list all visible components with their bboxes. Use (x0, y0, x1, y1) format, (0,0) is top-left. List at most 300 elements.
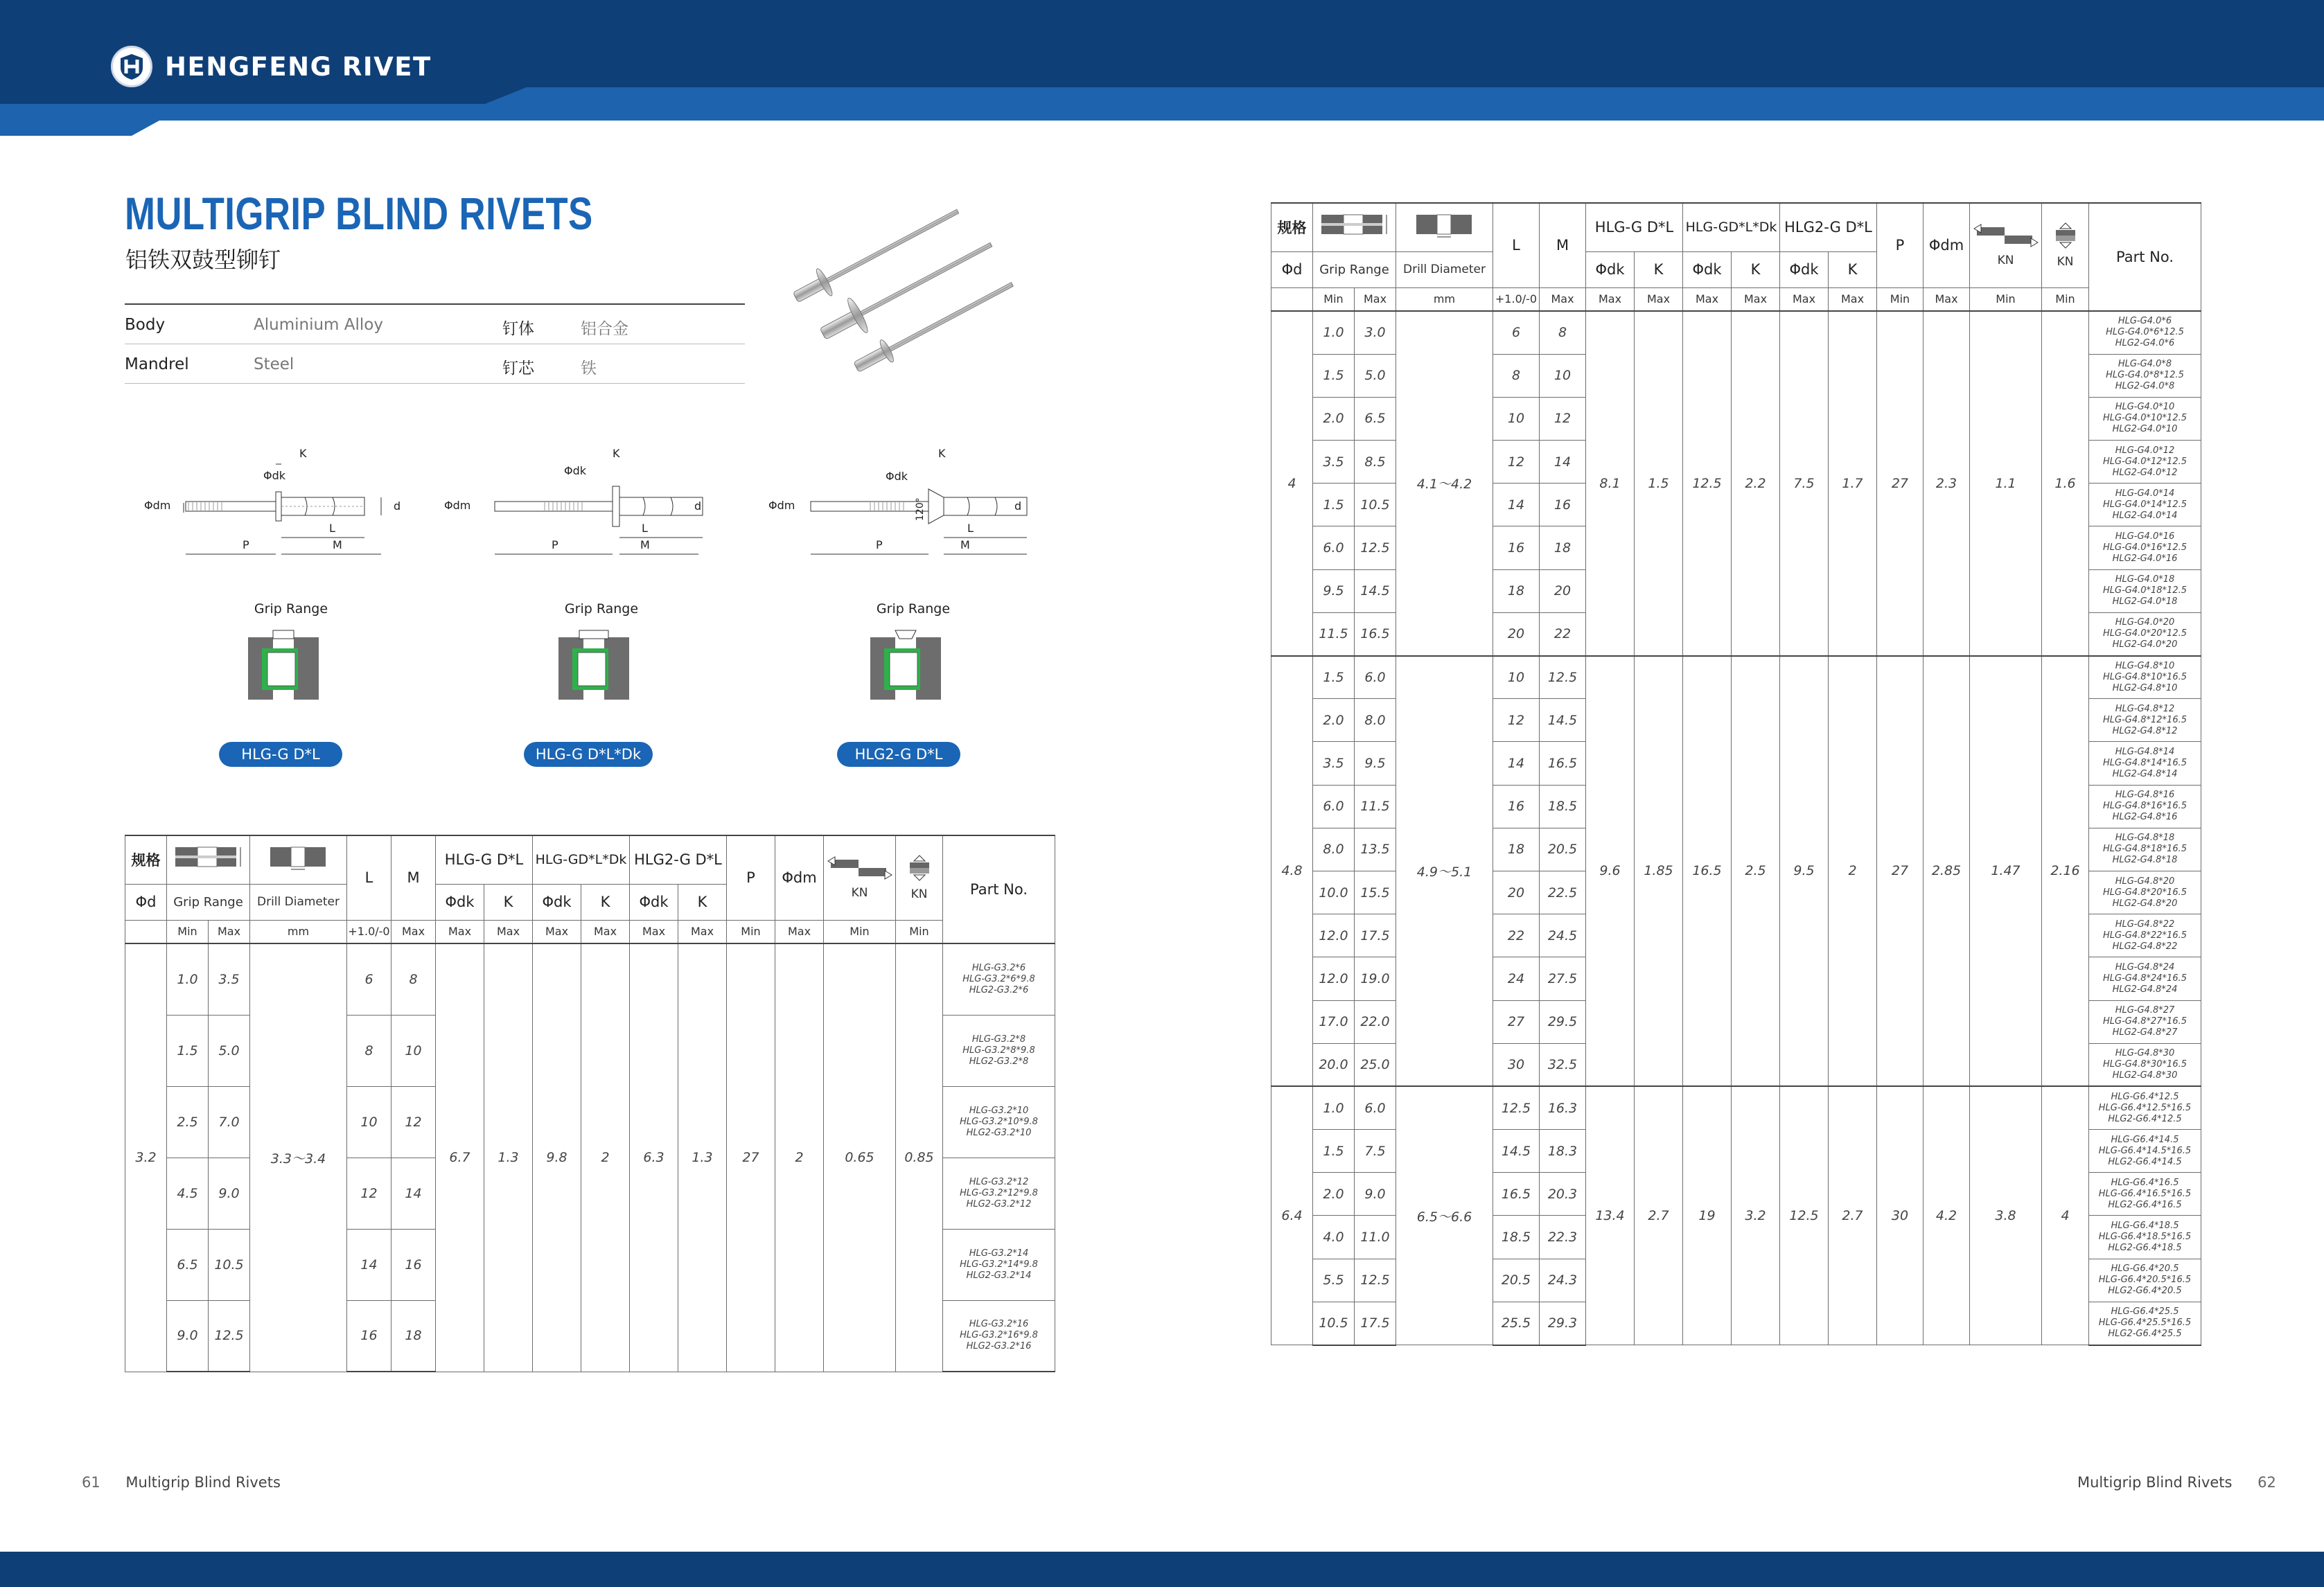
type-pill[interactable]: HLG-G D*L (219, 742, 342, 767)
dk-label: Φdk (263, 469, 286, 482)
diameter-cell: 3.2 (125, 943, 167, 1372)
page-number: 62 (2257, 1474, 2276, 1491)
length-cell: 14 (347, 1229, 391, 1300)
grip-min-cell: 6.5 (167, 1229, 209, 1300)
grip-max-cell: 14.5 (1355, 569, 1396, 612)
part-no-cell (2089, 311, 2201, 354)
m-cell: 27.5 (1540, 957, 1586, 1000)
grip-max-cell: 17.5 (1355, 914, 1396, 957)
max-header: Max (678, 920, 727, 943)
blank-cell (125, 920, 167, 943)
max-header: Max (1683, 287, 1732, 311)
grip-min-cell: 17.0 (1313, 1000, 1355, 1043)
min-header: Min (167, 920, 209, 943)
drill-diameter-caption: Drill Diameter (250, 884, 347, 920)
spec-cell: 2.2 (1732, 311, 1780, 656)
p-label: P (876, 538, 883, 551)
grip-min-cell: 20.0 (1313, 1043, 1355, 1086)
grip-range-icon (174, 844, 243, 872)
grip-range-label: Grip Range (876, 601, 951, 617)
part-no: HLG-G4.0*8 (2118, 359, 2172, 370)
part-no: HLG2-G3.2*10 (966, 1127, 1032, 1138)
diameter-cell: 4 (1271, 311, 1313, 656)
part-no-cell (2089, 914, 2201, 957)
mm-header: mm (250, 920, 347, 943)
dk-header: Φdk (630, 884, 678, 920)
material-label-cn: 钉体 (502, 320, 534, 338)
part-no: HLG-G6.4*16.5*16.5 (2098, 1188, 2192, 1199)
part-no: HLG-G4.0*20*12.5 (2102, 628, 2187, 639)
part-no: HLG-G4.8*10*16.5 (2102, 671, 2187, 682)
diameter-cell: 6.4 (1271, 1086, 1313, 1345)
length-cell: 12 (1493, 441, 1540, 484)
dm-label: Φdm (768, 499, 795, 512)
footer-right (2077, 1474, 2276, 1491)
part-no: HLG-G3.2*12*9.8 (960, 1187, 1038, 1198)
spec-cell: 2.85 (1924, 656, 1970, 1087)
brand-logo[interactable] (111, 46, 432, 87)
dm-header: Φdm (1924, 203, 1970, 287)
header-row (125, 835, 1055, 884)
part-no: HLG2-G4.8*18 (2112, 855, 2178, 866)
spec-cell: 13.4 (1586, 1086, 1635, 1345)
m-cell: 16 (391, 1229, 436, 1300)
material-label: Mandrel (125, 355, 189, 373)
part-no: HLG-G4.8*18 (2115, 833, 2175, 844)
spec-cell: 1.3 (678, 943, 727, 1372)
m-cell: 18.3 (1540, 1130, 1586, 1173)
grip-max-cell: 10.5 (209, 1229, 250, 1300)
part-no: HLG-G6.4*12.5*16.5 (2098, 1102, 2192, 1113)
spec-cn-header: 规格 (125, 835, 167, 884)
p-label: P (552, 538, 558, 551)
length-cell: 18 (1493, 828, 1540, 871)
grip-min-cell: 1.0 (167, 943, 209, 1015)
max-header: Max (1780, 287, 1829, 311)
length-cell: 20 (1493, 612, 1540, 655)
max-header: Max (581, 920, 630, 943)
min-header: Min (2042, 287, 2089, 311)
grip-max-cell: 5.0 (209, 1015, 250, 1086)
grip-min-cell: 5.5 (1313, 1259, 1355, 1302)
length-cell: 6 (1493, 311, 1540, 354)
table-row (125, 943, 1055, 1015)
dk-header: Φdk (1780, 251, 1829, 287)
part-no: HLG2-G3.2*16 (966, 1341, 1032, 1352)
part-no: HLG2-G6.4*18.5 (2108, 1243, 2182, 1254)
part-no: HLG2-G6.4*14.5 (2108, 1156, 2182, 1167)
angle-label: 120° (915, 497, 926, 521)
part-no: HLG-G3.2*6 (971, 962, 1026, 973)
min-header: Min (1313, 287, 1355, 311)
grip-max-cell: 12.5 (209, 1300, 250, 1372)
m-cell: 29.3 (1540, 1302, 1586, 1345)
max-header: Max (391, 920, 436, 943)
grip-min-cell: 2.0 (1313, 397, 1355, 440)
max-header: Max (484, 920, 533, 943)
part-no-cell (2089, 397, 2201, 440)
grip-range-caption: Grip Range (1313, 251, 1396, 287)
spec-cell: 9.5 (1780, 656, 1829, 1087)
part-no-cell (2089, 1216, 2201, 1259)
part-no: HLG-G4.8*18*16.5 (2102, 844, 2187, 855)
rivet-diagram-1 (132, 443, 423, 571)
grip-section-icon (863, 623, 947, 716)
length-cell: 16.5 (1493, 1173, 1540, 1216)
brand-name: HENGFENG RIVET (165, 51, 432, 82)
m-cell: 10 (391, 1015, 436, 1086)
material-row (125, 305, 745, 344)
part-no-cell (2089, 828, 2201, 871)
part-no: HLG-G6.4*14.5*16.5 (2098, 1145, 2192, 1156)
k-label: K (299, 447, 307, 460)
spec-cell: 2.7 (1635, 1086, 1683, 1345)
m-cell: 20.3 (1540, 1173, 1586, 1216)
spec-cell: 2 (581, 943, 630, 1372)
part-no-cell (943, 1229, 1055, 1300)
part-no: HLG2-G6.4*20.5 (2108, 1286, 2182, 1297)
part-no-cell (943, 1300, 1055, 1372)
dm-header: Φdm (775, 835, 824, 920)
m-cell: 16.3 (1540, 1086, 1586, 1129)
material-label: Body (125, 316, 166, 334)
p-header: P (1877, 203, 1924, 287)
length-cell: 18 (1493, 569, 1540, 612)
k-header: K (581, 884, 630, 920)
m-label: M (960, 538, 970, 551)
p-header: P (727, 835, 775, 920)
dk-header: Φdk (533, 884, 581, 920)
max-header: Max (630, 920, 678, 943)
table-row (1271, 311, 2201, 354)
m-cell: 18.5 (1540, 785, 1586, 828)
table-row (1271, 1086, 2201, 1129)
dk-label: Φdk (564, 464, 587, 477)
spec-cell: 27 (1877, 311, 1924, 656)
part-no: HLG2-G4.0*6 (2115, 338, 2175, 349)
length-cell: 24 (1493, 957, 1540, 1000)
drill-diameter-icon (267, 844, 330, 872)
part-no-cell (2089, 1173, 2201, 1216)
part-no: HLG2-G3.2*12 (966, 1198, 1032, 1209)
spec-cell: 7.5 (1780, 311, 1829, 656)
part-no: HLG-G4.0*20 (2115, 617, 2175, 628)
part-no: HLG2-G4.0*20 (2112, 639, 2178, 650)
grip-max-cell: 9.0 (1355, 1173, 1396, 1216)
grip-max-cell: 11.0 (1355, 1216, 1396, 1259)
length-cell: 30 (1493, 1043, 1540, 1086)
m-cell: 18 (1540, 526, 1586, 569)
diameter-cell: 4.8 (1271, 656, 1313, 1087)
part-no-cell (2089, 1130, 2201, 1173)
part-no: HLG-G3.2*16*9.8 (960, 1330, 1038, 1341)
grip-min-cell: 1.5 (1313, 1130, 1355, 1173)
header-row (125, 920, 1055, 943)
footer-title: Multigrip Blind Rivets (2077, 1474, 2233, 1491)
spec-cell: 2 (775, 943, 824, 1372)
max-header: Max (209, 920, 250, 943)
type-2-header: HLG-GD*L*Dk (1683, 203, 1780, 251)
material-value: Aluminium Alloy (254, 316, 383, 334)
part-no: HLG2-G4.8*22 (2112, 941, 2178, 952)
type-2-header: HLG-GD*L*Dk (533, 835, 630, 884)
part-no: HLG-G4.0*6 (2118, 316, 2172, 327)
m-cell: 8 (391, 943, 436, 1015)
grip-max-cell: 6.5 (1355, 397, 1396, 440)
spec-cell: 4.2 (1924, 1086, 1970, 1345)
type-pill[interactable]: HLG2-G D*L (837, 742, 960, 767)
grip-min-cell: 4.0 (1313, 1216, 1355, 1259)
part-no-cell (2089, 871, 2201, 914)
part-no: HLG-G4.8*22 (2115, 919, 2175, 930)
drill-cell: 6.5～6.6 (1396, 1086, 1493, 1345)
shear-strength-icon (827, 855, 893, 880)
m-cell: 18 (391, 1300, 436, 1372)
footer-left (82, 1474, 281, 1491)
m-cell: 16.5 (1540, 742, 1586, 785)
grip-range-caption: Grip Range (167, 884, 250, 920)
part-no-cell (2089, 785, 2201, 828)
type-pill[interactable]: HLG-G D*L*Dk (524, 742, 653, 767)
phid-header: Φd (1271, 251, 1313, 287)
part-no: HLG2-G4.8*16 (2112, 812, 2178, 823)
tolerance-header: +1.0/-0 (347, 920, 391, 943)
k-label: K (613, 447, 620, 460)
spec-cell: 3.2 (1732, 1086, 1780, 1345)
part-no-cell (2089, 441, 2201, 484)
part-no: HLG2-G4.0*12 (2112, 467, 2178, 478)
rivet-diagram-3 (766, 443, 1057, 571)
grip-max-cell: 7.5 (1355, 1130, 1396, 1173)
max-header: Max (436, 920, 484, 943)
part-no: HLG-G3.2*10 (969, 1105, 1029, 1116)
k-header: K (678, 884, 727, 920)
l-label: L (967, 522, 974, 535)
spec-cell: 12.5 (1780, 1086, 1829, 1345)
part-no: HLG2-G3.2*6 (969, 984, 1029, 995)
shear-header-label: KN (851, 886, 868, 901)
grip-max-cell: 12.5 (1355, 526, 1396, 569)
drill-diameter-header (250, 835, 347, 884)
part-no: HLG-G4.8*12*16.5 (2102, 714, 2187, 725)
grip-max-cell: 6.0 (1355, 1086, 1396, 1129)
grip-range-label: Grip Range (254, 601, 328, 617)
grip-min-cell: 8.0 (1313, 828, 1355, 871)
part-no: HLG-G4.0*12*12.5 (2102, 456, 2187, 467)
drill-diameter-icon (1414, 212, 1476, 240)
part-no-cell (2089, 1302, 2201, 1345)
part-no: HLG2-G4.8*14 (2112, 768, 2178, 779)
grip-min-cell: 2.0 (1313, 699, 1355, 742)
grip-max-cell: 8.0 (1355, 699, 1396, 742)
part-no-cell (2089, 612, 2201, 655)
part-no: HLG2-G4.0*8 (2115, 381, 2175, 392)
part-no: HLG-G4.0*16 (2115, 531, 2175, 542)
tensile-header-label: KN (910, 887, 928, 902)
m-header: M (391, 835, 436, 920)
page-title: MULTIGRIP BLIND RIVETS (125, 188, 593, 239)
grip-min-cell: 4.5 (167, 1158, 209, 1229)
length-cell: 12.5 (1493, 1086, 1540, 1129)
grip-max-cell: 17.5 (1355, 1302, 1396, 1345)
grip-min-cell: 2.0 (1313, 1173, 1355, 1216)
min-header: Min (1970, 287, 2042, 311)
m-cell: 14 (391, 1158, 436, 1229)
mm-header: mm (1396, 287, 1493, 311)
length-cell: 10 (1493, 656, 1540, 699)
material-value-cn: 铝合金 (581, 320, 628, 338)
spec-cn-header: 规格 (1271, 203, 1313, 251)
part-no-header: Part No. (943, 835, 1055, 943)
material-value-cn: 铁 (581, 360, 597, 378)
shear-strength-icon (1973, 223, 2039, 248)
length-cell: 14.5 (1493, 1130, 1540, 1173)
grip-max-cell: 15.5 (1355, 871, 1396, 914)
part-no: HLG2-G4.8*24 (2112, 984, 2178, 995)
part-no: HLG-G4.0*14*12.5 (2102, 499, 2187, 510)
part-no: HLG-G6.4*25.5*16.5 (2098, 1318, 2192, 1329)
tensile-strength-icon (904, 854, 935, 882)
drill-cell: 3.3～3.4 (250, 943, 347, 1372)
part-no: HLG-G4.8*27*16.5 (2102, 1016, 2187, 1027)
part-no: HLG-G4.8*24*16.5 (2102, 973, 2187, 984)
part-no: HLG-G4.0*12 (2115, 445, 2175, 456)
part-no: HLG-G3.2*10*9.8 (960, 1116, 1038, 1127)
type-1-header: HLG-G D*L (436, 835, 533, 884)
m-cell: 24.3 (1540, 1259, 1586, 1302)
grip-range-label: Grip Range (564, 601, 639, 617)
m-cell: 14 (1540, 441, 1586, 484)
grip-max-cell: 8.5 (1355, 441, 1396, 484)
spec-cell: 19 (1683, 1086, 1732, 1345)
part-no: HLG2-G4.0*14 (2112, 510, 2178, 521)
part-no: HLG-G4.8*20*16.5 (2102, 887, 2187, 898)
grip-section-icon (241, 623, 324, 716)
spec-cell: 9.6 (1586, 656, 1635, 1087)
k-header: K (484, 884, 533, 920)
grip-section-icon (552, 623, 635, 716)
part-no: HLG-G4.8*27 (2115, 1005, 2175, 1016)
grip-min-cell: 12.0 (1313, 914, 1355, 957)
max-header: Max (1732, 287, 1780, 311)
header-band (0, 0, 2324, 136)
part-no: HLG-G4.0*16*12.5 (2102, 542, 2187, 553)
m-cell: 20 (1540, 569, 1586, 612)
part-no: HLG-G3.2*14 (969, 1248, 1029, 1259)
length-cell: 22 (1493, 914, 1540, 957)
m-cell: 8 (1540, 311, 1586, 354)
grip-max-cell: 5.0 (1355, 354, 1396, 397)
part-no: HLG2-G6.4*12.5 (2108, 1113, 2182, 1124)
grip-min-cell: 1.0 (1313, 311, 1355, 354)
m-cell: 22.5 (1540, 871, 1586, 914)
grip-range-header (167, 835, 250, 884)
drill-diameter-caption: Drill Diameter (1396, 251, 1493, 287)
spec-cell: 16.5 (1683, 656, 1732, 1087)
part-no: HLG-G4.0*18 (2115, 574, 2175, 585)
part-no: HLG-G3.2*12 (969, 1176, 1029, 1187)
spec-cell: 3.8 (1970, 1086, 2042, 1345)
k-header: K (1732, 251, 1780, 287)
part-no: HLG2-G4.0*18 (2112, 596, 2178, 608)
spec-cell: 1.47 (1970, 656, 2042, 1087)
length-cell: 20 (1493, 871, 1540, 914)
part-no: HLG2-G4.8*10 (2112, 682, 2178, 693)
spec-cell: 30 (1877, 1086, 1924, 1345)
m-header: M (1540, 203, 1586, 287)
m-cell: 16 (1540, 484, 1586, 526)
part-no: HLG-G4.0*10 (2115, 402, 2175, 413)
tensile-strength-icon (2050, 222, 2081, 249)
part-no-cell (2089, 699, 2201, 742)
phid-header: Φd (125, 884, 167, 920)
grip-min-cell: 11.5 (1313, 612, 1355, 655)
min-header: Min (896, 920, 943, 943)
length-cell: 16 (1493, 526, 1540, 569)
m-cell: 10 (1540, 354, 1586, 397)
dk-header: Φdk (1586, 251, 1635, 287)
part-no: HLG-G4.8*22*16.5 (2102, 930, 2187, 941)
grip-min-cell: 3.5 (1313, 441, 1355, 484)
k-header: K (1635, 251, 1683, 287)
part-no: HLG-G3.2*8 (971, 1034, 1026, 1045)
grip-min-cell: 6.0 (1313, 526, 1355, 569)
tensile-header (2042, 203, 2089, 287)
part-no: HLG2-G3.2*14 (966, 1270, 1032, 1281)
length-cell: 16 (347, 1300, 391, 1372)
spec-cell: 2.3 (1924, 311, 1970, 656)
grip-range-header (1313, 203, 1396, 251)
part-no: HLG-G4.8*30 (2115, 1048, 2175, 1059)
part-no-cell (2089, 1259, 2201, 1302)
grip-max-cell: 16.5 (1355, 612, 1396, 655)
spec-cell: 1.6 (2042, 311, 2089, 656)
spec-cell: 8.1 (1586, 311, 1635, 656)
part-no: HLG-G4.0*14 (2115, 488, 2175, 499)
spec-cell: 27 (1877, 656, 1924, 1087)
length-cell: 10 (347, 1086, 391, 1158)
length-cell: 14 (1493, 484, 1540, 526)
part-no-cell (2089, 1043, 2201, 1086)
material-row (125, 344, 745, 384)
l-header: L (347, 835, 391, 920)
part-no: HLG2-G6.4*25.5 (2108, 1329, 2182, 1340)
part-no-cell (943, 943, 1055, 1015)
brand-mark-icon (111, 46, 152, 87)
part-no: HLG-G6.4*25.5 (2111, 1306, 2179, 1318)
grip-max-cell: 3.0 (1355, 311, 1396, 354)
dk-header: Φdk (1683, 251, 1732, 287)
header-row (1271, 203, 2201, 251)
spec-table-left (125, 835, 1055, 1372)
max-header: Max (1586, 287, 1635, 311)
m-cell: 12.5 (1540, 656, 1586, 699)
m-cell: 29.5 (1540, 1000, 1586, 1043)
m-cell: 12 (1540, 397, 1586, 440)
part-no: HLG-G6.4*12.5 (2111, 1091, 2179, 1102)
grip-min-cell: 1.5 (1313, 484, 1355, 526)
part-no-cell (2089, 957, 2201, 1000)
part-no: HLG-G4.8*10 (2115, 660, 2175, 671)
rivet-diagram-2 (441, 443, 732, 571)
part-no: HLG-G6.4*20.5 (2111, 1264, 2179, 1275)
max-header: Max (1635, 287, 1683, 311)
dk-label: Φdk (886, 470, 908, 483)
part-no-cell (2089, 1086, 2201, 1129)
spec-cell: 1.5 (1635, 311, 1683, 656)
length-cell: 12 (1493, 699, 1540, 742)
max-header: Max (1540, 287, 1586, 311)
